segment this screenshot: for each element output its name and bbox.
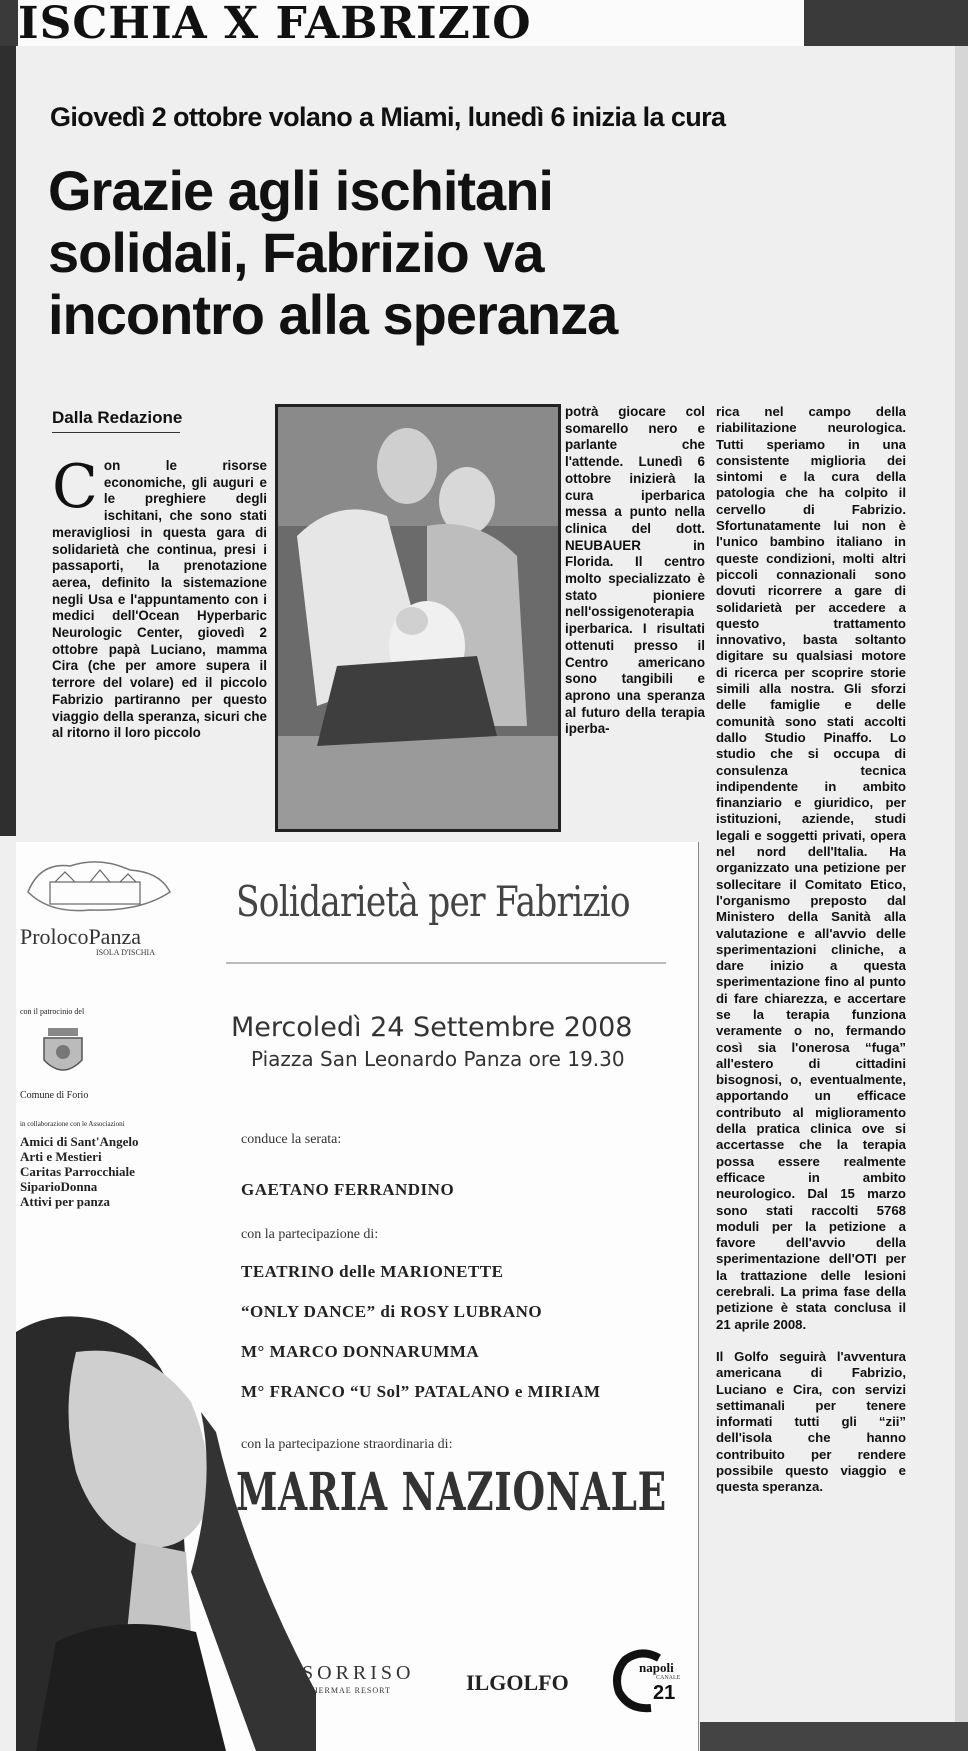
article-column-2	[565, 404, 705, 836]
association-item: Arti e Mestieri	[20, 1149, 102, 1164]
sponsor-canale: CANALE	[656, 1675, 681, 1681]
column-3-paragraph-1: rica nel campo della riabilitazione neurologica. Tutti speriamo in una consistente miglioria dei sintomi e la cura della patologia che ha colpito il cervello di Fabrizio. Sfortunatamente lui non è l'unico bambino italiano in queste condizioni, molti altri piccoli connazionali sono dovuti ricorrere a gare di solidarietà per accedere a questo trattamento innovativo, basta soltanto digitare su qualsiasi motore di ricerca per scoprire storie simili alla nostra. Gli sforzi delle famiglie e delle comunità sono stati accolti dallo Studio Pinaffo. Lo studio che si occupa di consulenza tecnica indipendente in ambito finanziario e giuridico, per istituzioni, aziende, studi legali e soggetti privati, opera nel nord dell'Italia. Ha organizzato una petizione per sollecitare il Comitato Etico, l'organismo preposto dal Ministero della Sanità alla valutazione e all'avvio delle sperimentazioni cliniche, a dare inizio a questa sperimentazione fino al punto di fare chiarezza, e accertare se la terapia funziona veramente o no, fermando così sia l'onerosa “fuga” all'estero di cittadini bisognosi, o, eventualmente, apportando un efficace contributo al miglioramento della pratica clinica ove si accertasse che la terapia possa essere realmente efficace in ambito neurologico. Dal 15 marzo sono stati raccolti 5768 moduli per la petizione a favore dell'avvio della sperimentazione dell'OTI per la trattazione delle lesioni cerebrali. La prima fase della petizione è stata conclusa il 21 aprile 2008.	[716, 404, 906, 1332]
sponsor-channel-number: 21	[653, 1682, 676, 1704]
sponsor-sorriso-subtitle: THERMAE RESORT	[306, 1686, 391, 1695]
article-headline	[48, 160, 808, 346]
poster-date: Mercoledì 24 Settembre 2008	[231, 1012, 633, 1043]
proloco-subtitle: ISOLA D'ISCHIA	[96, 948, 155, 957]
participant: TEATRINO delle MARIONETTE	[241, 1262, 504, 1281]
host-intro: conduce la serata:	[241, 1132, 342, 1147]
article-subhead: Giovedì 2 ottobre volano a Miami, lunedì 6 inizia la cura	[50, 102, 726, 132]
poster-title-rule	[226, 962, 666, 964]
drop-cap: C	[52, 458, 98, 522]
column-3-paragraph-2: Il Golfo seguirà l'avventura americana di Fabrizio, Luciano e Cira, con servizi settimanali per tenere informati tutti gli “zii” dell'isola che hanno contribuito per rendere possibile questo viaggio e questa speranza.	[716, 1348, 906, 1495]
sponsor-sorriso: SORRISO	[302, 1662, 415, 1684]
collaboration-label: in collaborazione con le Associazioni	[20, 1120, 125, 1128]
poster-title: Solidarietà per Fabrizio	[236, 877, 630, 926]
event-poster	[16, 842, 699, 1751]
participant: M° MARCO DONNARUMMA	[241, 1342, 480, 1361]
poster-place: Piazza San Leonardo Panza ore 19.30	[251, 1047, 625, 1071]
headline-line: Grazie agli ischitani	[48, 159, 553, 222]
association-item: Amici di Sant'Angelo	[20, 1134, 139, 1149]
association-item: Caritas Parrocchiale	[20, 1164, 135, 1179]
sponsor-napoli: napoli	[639, 1660, 674, 1675]
association-item: SiparioDonna	[20, 1179, 98, 1194]
byline-rule	[52, 432, 180, 433]
byline: Dalla Redazione	[52, 408, 183, 427]
masthead: ISCHIA X FABRIZIO	[18, 0, 804, 46]
comune-label: Comune di Forio	[20, 1090, 89, 1101]
article-column-1	[52, 458, 267, 838]
proloco-name: ProlocoPanza	[20, 924, 141, 949]
participant: “ONLY DANCE” di ROSY LUBRANO	[241, 1302, 543, 1321]
headline-line: solidali, Fabrizio va	[48, 221, 544, 284]
column-2-text: potrà giocare col somarello nero e parlante che l'attende. Lunedì 6 ottobre inizierà la cura iperbarica messa a punto nella clinica del dott. NEUBAUER in Florida. Il centro molto specializzato è stato pioniere nell'ossigenoterapia iperbarica. I risultati ottenuti presso il Centro americano sono tangibili e aprono una speranza al futuro della terapia iperba-	[565, 404, 705, 737]
association-item: Attivi per panza	[20, 1194, 111, 1209]
left-edge-strip	[0, 46, 16, 836]
star-performer: MARIA NAZIONALE	[236, 1462, 667, 1523]
family-photo	[275, 404, 561, 832]
column-1-text: on le risorse economiche, gli auguri e le preghiere degli ischitani, che sono stati meravigliosi in questa gara di solidarietà che continua, presi i passaporti, la prenotazione aerea, definito la sistemazione negli Usa e l'appuntamento con i medici dell'Ocean Hyperbaric Neurologic Center, giovedì 2 ottobre papà Luciano, mamma Cira (che per amore supera il terrore del volare) ed il piccolo Fabrizio partiranno per questo viaggio della speranza, sicuri che al ritorno il loro piccolo	[52, 458, 267, 741]
associations-list	[20, 1134, 138, 1209]
sponsor-ilgolfo: ILGOLFO	[466, 1670, 569, 1695]
singer-portrait	[16, 1312, 316, 1751]
patronage-label: con il patrocinio del	[20, 1007, 85, 1016]
participant: M° FRANCO “U Sol” PATALANO e MIRIAM	[241, 1382, 601, 1401]
proloco-logo-icon	[20, 852, 180, 922]
special-intro: con la partecipazione straordinaria di:	[241, 1437, 453, 1452]
participation-intro: con la partecipazione di:	[241, 1227, 379, 1242]
family-photo-image	[277, 406, 559, 830]
host-name: GAETANO FERRANDINO	[241, 1180, 455, 1199]
headline-line: incontro alla speranza	[48, 283, 618, 346]
bottom-edge-bar	[700, 1722, 968, 1751]
right-edge-strip	[955, 46, 968, 1751]
coat-of-arms-icon	[38, 1022, 88, 1082]
article-column-3	[716, 404, 906, 1664]
